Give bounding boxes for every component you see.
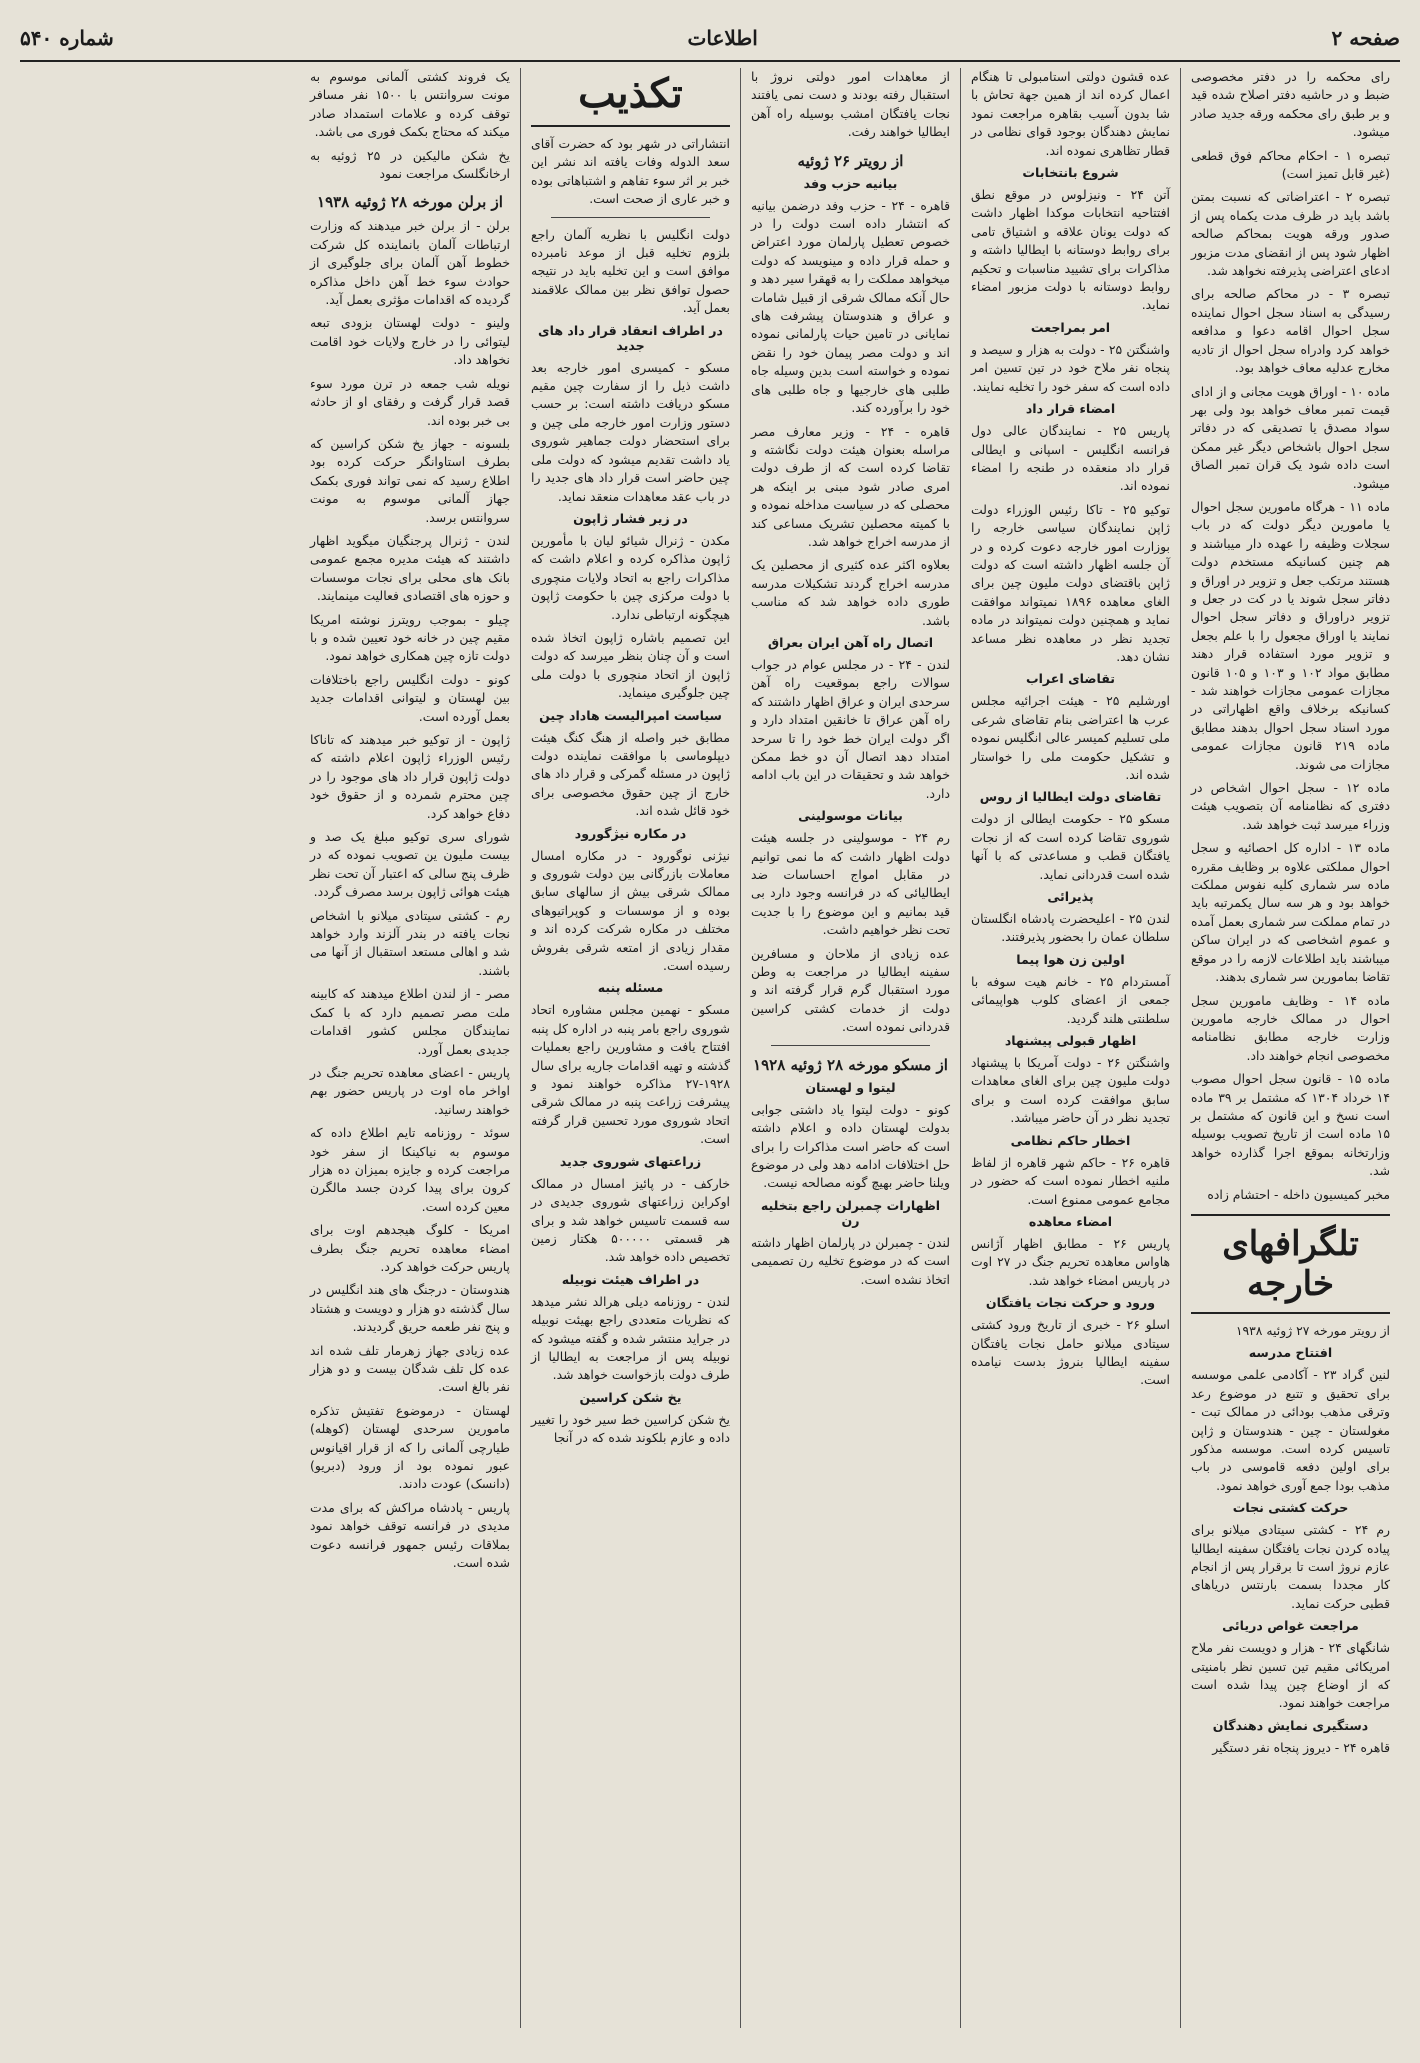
signature-line: مخبر کمیسیون داخله - احتشام زاده <box>1207 1186 1390 1202</box>
section-dateline: از رویتر ۲۶ ژوئیه <box>797 151 904 170</box>
paragraph: لهستان - درموضوع تفتیش تذکره مامورین سرحدی لهستان (کوهله) طیارچی آلمانی را که از قرار اقیانوس عبور نموده بود از ورود (دبریو) (دانسک) عودت دادند. <box>310 1402 510 1492</box>
headline: یخ شکن کراسین <box>579 1389 682 1405</box>
paragraph: مسکو - نهمین مجلس مشاوره اتحاد شوروی راجع بامر پنبه در اداره کل پنبه افتتاح یافت و مشاورین راجع بعملیات گذشته و تهیه اقدامات جاریه برای سال ۱۹۲۸-۲۷ مذاکره خواهند نمود و پیشرفت زراعت پنبه در ممالک شرقی اتحاد شوروی مورد تحسین قرار گرفته است. <box>531 1002 730 1147</box>
newspaper-page <box>20 16 1400 2031</box>
paragraph: مصر - از لندن اطلاع میدهند که کابینه ملت مصر تصمیم دارد که با کمک نمایندگان مجلس کشور اقدامات جدیدی بعمل آورد. <box>310 986 510 1057</box>
paragraph: ماده ۱۴ - وظایف مامورین سجل احوال در ممالک خارجه مامورین وزارت خارجه مطابق نظامنامه مخصوصی انجام خواهند داد. <box>1191 992 1390 1063</box>
paragraph: رای محکمه را در دفتر مخصوصی ضبط و در حاشیه دفتر اصلاح شده قید و بر طبق رای محکمه ورقه جدید صادر میشود. <box>1191 69 1390 140</box>
headline: ورود و حرکت نجات یافتگان <box>985 1295 1156 1311</box>
paragraph: پاریس - پادشاه مراکش که برای مدت مدیدی در فرانسه توقف خواهد نمود بملاقات رئیس جمهور فرانسه دعوت شده است. <box>310 1499 510 1571</box>
paragraph: بعلاوه اکثر عده کثیری از محصلین یک مدرسه اخراج گردند تشکیلات مدرسه طوری داده خواهد شد که مناسب باشد. <box>751 557 950 628</box>
paragraph: رم ۲۴ - کشتی سیتادی میلانو برای پیاده کردن نجات یافتگان سفینه ایطالیا عازم نروژ است تا برقرار پس از انجام کار مجددا بسمت بارنتس دریاهای قطبی حرکت نماید. <box>1191 1522 1390 1611</box>
headline: سیاست امپرالیست هاداد چین <box>539 707 722 723</box>
paragraph: ژاپون - از توکیو خبر میدهند که تاناکا رئیس الوزراء ژاپون اعلام داشته که دولت ژاپون قرار داد های موجود را در چین محترم شمرده و از حقوق خود دفاع خواهد کرد. <box>310 732 510 821</box>
paragraph: عده قشون دولتی استامبولی تا هنگام اعمال کرده اند از همین جهة تحاش با شا بدون آسیب بقاهره مراجعت نمود نمایش دهندگان بوجود قوای نظامی در قطار تظاهری نموده اند. <box>971 69 1170 158</box>
page-header <box>20 16 1400 62</box>
headline: لیتوا و لهستان <box>805 1079 896 1095</box>
issue-number: شماره ۵۴۰ <box>20 26 114 50</box>
paragraph: ماده ۱۳ - اداره کل احصائیه و سجل احوال مملکتی علاوه بر وظایف مقرره ماده سر شماری کلیه نفوس مملکت خواهد بود و هر سه سال یکمرتبه باید در تمام مملکت سر شماری بعمل آمده و عموم اشخاصی که در ایران ساکن میباشند باید اطلاعات لازمه را در موقع تقاضا بمامورین سر شماری بدهند. <box>1191 840 1390 985</box>
headline: اولین زن هوا پیما <box>1016 951 1125 967</box>
paragraph: عده زیادی جهاز زهرمار تلف شده اند عده کل تلف شدگان بیست و دو هزار نفر بالغ است. <box>310 1342 510 1395</box>
paragraph: پاریس ۲۵ - نمایندگان عالی دول فرانسه انگلیس - اسپانی و ایطالی قرار داد منعقده در طنجه را امضاء نموده اند. <box>971 423 1170 494</box>
headline: تقاضای اعراب <box>1025 671 1116 687</box>
paragraph: ماده ۱۵ - قانون سجل احوال مصوب ۱۴ خرداد ۱۳۰۴ که مشتمل بر ۳۹ ماده است نسخ و این قانون که مشتمل بر ۱۵ ماده است از تاریخ تصویب بوسیله وزارتخانه بموقع اجرا گذارده خواهد شد. <box>1191 1071 1390 1179</box>
paragraph: مکدن - ژنرال شیائو لیان با مأمورین ژاپون مذاکره کرده و اعلام داشت که مذاکرات راجع به اتحاد ولایات منچوری با دولت مرکزی چین با حکومت ژاپون هیچگونه ارتباطی ندارد. <box>531 532 730 622</box>
headline: شروع بانتخابات <box>1022 165 1119 181</box>
paragraph: پاریس - اعضای معاهده تحریم جنگ در اواخر ماه اوت در پاریس حضور بهم خواهند رسانید. <box>310 1064 510 1117</box>
paragraph: قاهره ۲۴ - دیروز پنجاه نفر دستگیر <box>1212 1739 1390 1755</box>
paragraph: قاهره - ۲۴ - حزب وفد درضمن بیانیه که انتشار داده است دولت را در خصوص تعطیل پارلمان مورد اعتراض و حمله قرار داده و مینویسد که دولت میخواهد مملکت را به قهقرا سیر دهد و حال آنکه ممالک شرقی از قبیل شامات و عراق و هندوستان پیشرفت های نمایانی در تامین حیات پارلمانی نموده اند و دولت مصر پیمان خود را نقض نموده و خواسته است بدین وسیله جاه طلبی های خارجیها و جاه طلبی های خود را برآورده کند. <box>751 197 950 416</box>
paragraph: یخ شکن کراسین خط سیر خود را تغییر داده و عازم بلکوند شده که در آنجا <box>531 1411 730 1446</box>
paragraph: تبصره ۱ - احکام محاکم فوق قطعی (غیر قابل تمیز است) <box>1191 147 1390 182</box>
headline: مسئله پنبه <box>597 980 664 996</box>
paragraph: ولینو - دولت لهستان بزودی تبعه لیتوائی را در خارج ولایات خود اقامت نخواهد داد. <box>310 315 510 368</box>
headline: در زیر فشار ژاپون <box>573 510 688 526</box>
paragraph: آمستردام ۲۵ - خانم هیت سوفه با جمعی از اعضای کلوب هواپیمائی سلطنتی هلند گردید. <box>971 973 1170 1026</box>
paragraph: هندوستان - درجنگ های هند انگلیس در سال گذشته دو هزار و دویست و هشتاد و پنج نفر طعمه حریق گردیدند. <box>310 1282 510 1335</box>
paragraph: دولت انگلیس با نظریه آلمان راجع بلزوم تخلیه قبل از موعد نامبرده موافق است و این تخلیه باید در نتیجه حصول توافق نظر بین ممالک علاقمند بعمل آید. <box>531 226 730 316</box>
headline: پذیرائی <box>1047 889 1094 905</box>
paragraph: نیژنی نوگورود - در مکاره امسال معاملات بازرگانی بین دولت شوروی و ممالک شرقی بیش از سالهای سابق بوده و از موسسات و کوپراتیوهای مختلف در مکاره شرکت کرده اند و مقدار زیادی از امتعه شرقی بفروش رسیده است. <box>531 847 730 974</box>
column-2 <box>960 68 1180 2028</box>
headline: اظهار قبولی پیشنهاد <box>1004 1033 1137 1049</box>
paragraph: لندن ۲۵ - اعلیحضرت پادشاه انگلستان سلطان عمان را بحضور پذیرفتند. <box>971 911 1170 945</box>
headline: در مکاره نیژگورود <box>574 825 687 841</box>
paragraph: لندن - روزنامه دیلی هرالد نشر میدهد که نظریات متعددی راجع بهیئت نوبیله در جراید منتشر شده و گفته میشود که نوبیله پس از مراجعت به ایطالیا از طرف دولت بازخواست خواهد شد. <box>531 1293 730 1383</box>
paragraph: پاریس ۲۶ - مطابق اظهار آژانس هاواس معاهده تحریم جنگ در ۲۷ اوت در پاریس امضاء خواهد شد. <box>971 1235 1171 1288</box>
paragraph: آتن ۲۴ - ونیزلوس در موقع نطق افتتاحیه انتخابات موکدا اظهار داشت که دولت یونان علاقه و اشتیاق تامی برای روابط دوستانه با ایطالیا داشته و مذاکرات برای تشیید مناسبات و تحکیم روابط دوستانه با دولت مزبور امضاء نماید. <box>971 187 1170 313</box>
paragraph: یخ شکن مالیکین در ۲۵ ژوئیه به ارخانگلسک مراجعت نمود <box>310 147 510 182</box>
dateline: از رویتر مورخه ۲۷ ژوئیه ۱۹۳۸ <box>1235 1322 1390 1338</box>
paragraph: این تصمیم باشاره ژاپون اتخاذ شده است و آن چنان بنظر میرسد که دولت ژاپون از اتحاد منچوری با دولت ملی چین جلوگیری مینماید. <box>531 629 730 701</box>
paragraph: انتشاراتی در شهر بود که حضرت آقای سعد الدوله وفات یافته اند نشر این خبر بر اثر سوء تفاهم و اشتباهاتی بوده و خبر عاری از صحت است. <box>531 136 730 207</box>
paragraph: شانگهای ۲۴ - هزار و دویست نفر ملاح امریکائی مقیم تین تسین نظر بامنیتی که از اوضاع چین پیدا شده است مراجعت خواهند نمود. <box>1191 1640 1390 1711</box>
paragraph: رم ۲۴ - موسولینی در جلسه هیئت دولت اظهار داشت که ما نمی توانیم در مقابل امواج احساسات ضد ایطالیائی که در فرانسه وجود دارد بی قید بمانیم و این موضوع را با جدیت تحت نظر خواهیم داشت. <box>751 830 950 938</box>
headline: دستگیری نمایش دهندگان <box>1212 1717 1369 1733</box>
headline: در اطراف انعقاد قرار داد های جدید <box>538 322 723 353</box>
divider <box>551 217 710 218</box>
denial-title: تکذیب <box>531 68 730 127</box>
paragraph: لندن - چمبرلن در پارلمان اظهار داشته است که در موضوع تخلیه رن تصمیمی اتخاذ نشده است. <box>751 1234 950 1287</box>
newspaper-name: اطلاعات <box>687 26 758 50</box>
paragraph: کونو - دولت لیتوا یاد داشتی جوابی بدولت لهستان داده و اعلام داشته است که حاضر است مذاکرات را برای حل اختلافات ادامه دهد ولی در موضوع ویلنا حاضر بهیچ گونه مصالحه نیست. <box>751 1101 950 1191</box>
page-number: صفحه ۲ <box>1331 26 1400 50</box>
paragraph: بلسونه - جهاز یخ شکن کراسین که بطرف استاوانگر حرکت کرده بود اطلاع رسید که نمی تواند فوری بکمک جهاز آلمانی موسوم به مونت سروانتس برسد. <box>310 435 510 525</box>
paragraph: رم - کشتی سیتادی میلانو با اشخاص نجات یافته در بندر آلزند وارد خواهد شد و اهالی مستعد استقبال از آنها می باشند. <box>310 907 510 978</box>
headline: امضاء قرار داد <box>1025 401 1116 417</box>
paragraph: مسکو ۲۵ - حکومت ایطالی از دولت شوروی تقاضا کرده است که از نجات یافتگان قطب و مساعدتی که با آنها شده است قدردانی نماید. <box>971 811 1170 882</box>
paragraph: قاهره - ۲۴ - وزیر معارف مصر مراسله بعنوان هیئت دولت نگاشته و تقاضا کرده است که از طرف دولت امری صادر شود مبنی بر اینکه هر محصلی که در سیاست مداخله نموده و با کمیته محصلین تشریک مساعی کند از مدرسه اخراج خواهد شد. <box>751 423 950 549</box>
headline: اتصال راه آهن ایران بعراق <box>767 634 934 650</box>
column-3 <box>740 68 960 2028</box>
headline: مراجعت غواص دریائی <box>1222 1618 1359 1634</box>
paragraph: واشنگتن ۲۶ - دولت آمریکا با پیشنهاد دولت ملیون چین برای الغای معاهدات سابق موافقت کرده است و برای تجدید نظر در آن حاضر میباشد. <box>971 1055 1170 1126</box>
paragraph: برلن - از برلن خبر میدهند که وزارت ارتباطات آلمان بانماینده کل شرکت خطوط آهن آلمان برای جلوگیری از حوادث سوء خط آهن داخل مذاکره گردیده که اقدامات مؤثری بعمل آید. <box>310 218 510 308</box>
paragraph: توکیو ۲۵ - تاکا رئیس الوزراء دولت ژاپن نمایندگان سیاسی خارجه را بوزارت امور خارجه دعوت کرده و در آن جلسه اظهار داشته است که دولت ژاپن باقتضای دولت ملیون چین برای الغای معاهده ۱۸۹۶ نمیتواند موافقت نماید و همچنین دولت نمیتواند در ماده تجدید نظر در معاهده نظر مساعد نشان دهد. <box>971 501 1170 664</box>
paragraph: نویله شب جمعه در ترن مورد سوء قصد قرار گرفت و رفقای او از حادثه بی خبر بوده اند. <box>310 375 510 428</box>
paragraph: چیلو - بموجب رویترز نوشته امریکا مقیم چین در خانه خود تعیین شده و با دولت تازه چین همکاری خواهد نمود. <box>310 611 510 664</box>
headline: بیانیه حزب وفد <box>803 175 898 191</box>
headline: امر بمراجعت <box>1030 319 1111 335</box>
paragraph: خارکف - در پائیز امسال در ممالک اوکراین زراعتهای شوروی جدیدی در سه قسمت تاسیس خواهد شد و برای هر قسمتی ۵۰۰۰۰۰ هکتار زمین تخصیص داده خواهد شد. <box>531 1175 730 1265</box>
paragraph: قاهره ۲۶ - حاکم شهر قاهره از لفاظ ملنیه اخطار نموده است که حضور در مجامع عمومی ممنوع است. <box>971 1154 1170 1207</box>
paragraph: از معاهدات امور دولتی نروژ با استقبال رفته بودند و دست نمی یافتند نجات یافتگان امشب بوسیله راه آهن ایطالیا خواهند رفت. <box>751 69 950 140</box>
paragraph: تبصره ۲ - اعتراضاتی که نسبت بمتن باشد باید در ظرف مدت یکماه پس از صدور ورقه هویت بمحاکم صالحه اظهار شود پس از انقضای مدت مزبور ادعای اعتراضی پذیرفته نخواهد شد. <box>1191 189 1390 279</box>
foreign-telegrams-title: تلگرافهای خارجه <box>1191 1214 1390 1314</box>
headline: بیانات موسولینی <box>798 808 903 824</box>
paragraph: لندن - ۲۴ - در مجلس عوام در جواب سوالات راجع بموقعیت راه آهن سرحدی ایران و عراق اظهار داشتند که راه آهن عراق تا خانقین امتداد دارد و اگر دولت ایران خط خود را تا سرحد امتداد دهد اتصال آن دو خط ممکن خواهد شد و تحقیقات در این باب ادامه دارد. <box>751 656 950 801</box>
column-5 <box>300 68 520 2028</box>
headline: در اطراف هیئت نوبیله <box>561 1271 700 1287</box>
paragraph: عده زیادی از ملاحان و مسافرین سفینه ایطالیا در مراجعت به وطن مورد استقبال گرم قرار گرفته اند و دولت از خدمات کشتی کراسین قدردانی نموده است. <box>751 945 950 1035</box>
paragraph: مطابق خبر واصله از هنگ کنگ هیئت دیپلوماسی با موافقت نماینده دولت ژاپون در مسئله گمرکی و قرار داد های خارج از چین حقوق مخصوصی برای خود قائل شده اند. <box>531 729 730 819</box>
headline: اظهارات چمبرلن راجع بتخلیه رن <box>760 1197 941 1228</box>
paragraph: ماده ۱۲ - سجل احوال اشخاص در دفتری که نظامنامه آن بتصویب هیئت وزراء میرسد ثبت خواهد شد. <box>1191 780 1390 832</box>
section-dateline: از مسکو مورخه ۲۸ ژوئیه ۱۹۲۸ <box>753 1055 948 1074</box>
paragraph: ماده ۱۰ - اوراق هویت مجانی و از ادای قیمت تمبر معاف خواهد بود ولی بهر سواد مصدق یا تصدیقی که در دفاتر سجل احوال باشخاص دیگر غیر ممکن است داده شود یک قران تمبر الصاق میشود. <box>1191 383 1390 491</box>
headline: زراعتهای شوروی جدید <box>559 1153 702 1169</box>
divider <box>771 1045 930 1046</box>
paragraph: ماده ۱۱ - هرگاه مامورین سجل احوال یا مامورین دیگر دولت که در باب سجلات وظیفه را عهده دار میباشند و هم چنین کسانیکه مستخدم دولت هستند مرتکب جعل و تزویر در اوراق و دفاتر سجل شوند یا در کت در جعل و تزویر دراوراق و دفاتر سجل احوال نمایند یا اوراق مجعول را با علم بجعل و تزویر مورد استفاده قرار دهند مطابق مواد ۱۰۲ و ۱۰۳ و ۱۰۵ قانون مجازات عمومی مجازات خواهند شد - کسانیکه برخلاف واقع اظهاراتی در مورد اسناد سجل احوال بدهند مطابق ماده ۲۱۹ قانون مجازات عمومی مجازات می شوند. <box>1191 498 1390 772</box>
paragraph: تبصره ۳ - در محاکم صالحه برای رسیدگی به اسناد سجل احوال نماینده سجل احوال اقامه دعوا و مدافعه خواهد کرد وادراه سجل احوال از تادیه مخارج عدلیه معاف خواهد بود. <box>1191 286 1390 376</box>
headline: امضاء معاهده <box>1028 1213 1113 1229</box>
paragraph: اورشلیم ۲۵ - هیئت اجرائیه مجلس عرب ها اعتراضی بنام تقاضای شرعی ملی تسلیم کمیسر عالی انگلیس نموده و تشکیل حکومت ملی را خواستار شده اند. <box>971 693 1170 782</box>
section-dateline: از برلن مورخه ۲۸ ژوئیه ۱۹۳۸ <box>317 193 503 212</box>
column-4 <box>520 68 740 2028</box>
column-1 <box>1180 68 1400 2028</box>
paragraph: امریکا - کلوگ هیجدهم اوت برای امضاء معاهده تحریم جنگ بطرف پاریس حرکت خواهد کرد. <box>310 1222 510 1274</box>
paragraph: واشنگتن ۲۵ - دولت به هزار و سیصد و پنجاه نفر ملاح خود در تین تسین امر داده است که سفر خود را تخلیه نمایند. <box>971 341 1170 394</box>
headline: تقاضای دولت ایطالیا از روس <box>979 789 1162 805</box>
headline: حرکت کشتی نجات <box>1232 1500 1349 1516</box>
columns-container <box>20 68 1400 2028</box>
paragraph: شورای سری توکیو مبلغ یک صد و بیست ملیون ین تصویب نموده که در ظرف پنج سالی که اعتبار آن تحت نظر هیئت هوائی ژاپون برسد مصرف گردد. <box>310 829 510 900</box>
paragraph: کونو - دولت انگلیس راجع باختلافات بین لهستان و لیتوانی اقدامات جدید بعمل آورده است. <box>310 671 510 724</box>
paragraph: مسکو - کمیسری امور خارجه بعد داشت ذیل را از سفارت چین مقیم مسکو دریافت داشته است: بر حسب دستور وزارت امور خارجه ملی چین و برای استحضار دولت جماهیر شوروی یاد داشت تقدیم میشود که دولت ملی چین حاضر است قرار داد های جدید را در باب عقد معاهدات منعقد نماید. <box>531 359 730 504</box>
paragraph: یک فروند کشتی آلمانی موسوم به مونت سروانتس با ۱۵۰۰ نفر مسافر توقف کرده و علامات استمداد صادر میکند که محتاج بکمک فوری می باشد. <box>310 69 511 140</box>
headline: افتتاح مدرسه <box>1248 1345 1333 1361</box>
paragraph: لنین گراد ۲۳ - آکادمی علمی موسسه برای تحقیق و تتبع در موضوع رعد وترقی مذهب بودائی در ممالک تبت - مغولستان - چین - هندوستان و ژاپن تاسیس کرده است. موسسه مذکور برای اولین دفعه قاموسی در باب مذهب بودا جمع آوری خواهد نمود. <box>1191 1367 1390 1493</box>
paragraph: سوئد - روزنامه تایم اطلاع داده که موسوم به نیاکینکا از سفر خود مراجعت کرده و جایزه بمیزان ده هزار کرون برای پیدا کردن جسد مالگرن معین کرده است. <box>310 1125 510 1214</box>
paragraph: اسلو ۲۶ - خبری از تاریخ ورود کشتی سیتادی میلانو حامل نجات یافتگان سفینه ایطالیا بنروژ بدست نیامده است. <box>971 1317 1170 1388</box>
paragraph: لندن - ژنرال پرجنگیان میگوید اظهار داشتند که هیئت مدیره مجمع عمومی بانک های محلی برای نجات موسسات و حوزه های اقتصادی فعالیت مینمایند. <box>310 532 510 604</box>
headline: اخطار حاکم نظامی <box>1010 1132 1131 1148</box>
